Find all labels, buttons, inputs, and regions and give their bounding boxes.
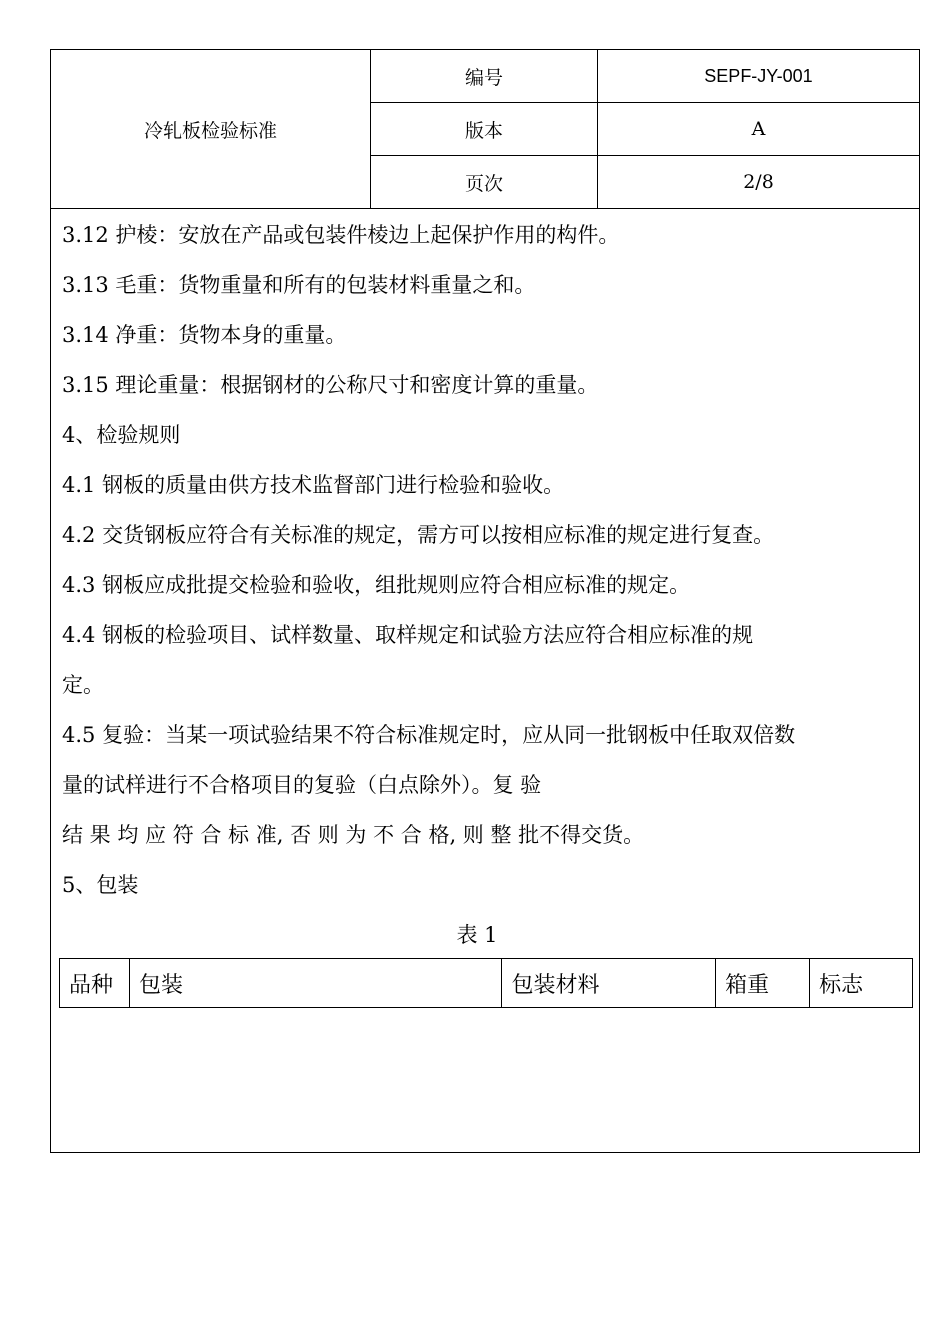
section-heading: 5、包装 xyxy=(62,873,139,897)
document-header xyxy=(51,50,919,209)
table-header-cell: 包装材料 xyxy=(502,959,716,1008)
meta-label-number: 编号 xyxy=(371,50,598,102)
meta-row-number xyxy=(371,50,919,103)
table-header-row xyxy=(60,959,913,1008)
paragraph-line: 4.4 钢板的检验项目、试样数量、取样规定和试验方法应符合相应标准的规 xyxy=(62,623,754,647)
paragraph-line: 结 果 均 应 符 合 标 准, 否 则 为 不 合 格, 则 整 批不得交货。 xyxy=(62,823,645,847)
paragraph-line: 4.5 复验：当某一项试验结果不符合标准规定时，应从同一批钢板中任取双倍数 xyxy=(62,723,796,747)
paragraph-line: 定。 xyxy=(62,673,104,697)
paragraph-line: 3.12 护棱：安放在产品或包装件棱边上起保护作用的构件。 xyxy=(62,223,620,247)
table-caption: 表 1 xyxy=(456,923,498,947)
paragraph-line: 3.13 毛重：货物重量和所有的包装材料重量之和。 xyxy=(62,273,536,297)
meta-value-page: 2/8 xyxy=(743,171,774,193)
document-title: 冷轧板检验标准 xyxy=(51,50,371,208)
table-header-cell: 包装 xyxy=(129,959,502,1008)
paragraph-line: 4.2 交货钢板应符合有关标准的规定，需方可以按相应标准的规定进行复查。 xyxy=(62,523,775,547)
table-header-cell: 品种 xyxy=(60,959,130,1008)
table-header-cell: 箱重 xyxy=(716,959,810,1008)
document-frame xyxy=(50,49,920,1153)
document-body xyxy=(62,210,912,947)
paragraph-line: 3.15 理论重量：根据钢材的公称尺寸和密度计算的重量。 xyxy=(62,373,599,397)
meta-label-page: 页次 xyxy=(371,156,598,208)
meta-row-page xyxy=(371,156,919,208)
meta-value-number: SEPF-JY-001 xyxy=(704,65,813,86)
paragraph-line: 4.3 钢板应成批提交检验和验收，组批规则应符合相应标准的规定。 xyxy=(62,573,691,597)
paragraph-line: 量的试样进行不合格项目的复验（白点除外）。复 验 xyxy=(62,773,542,797)
packaging-table xyxy=(59,958,913,1008)
paragraph-line: 3.14 净重：货物本身的重量。 xyxy=(62,323,347,347)
meta-value-version: A xyxy=(751,118,766,140)
table-header-cell: 标志 xyxy=(810,959,913,1008)
meta-label-version: 版本 xyxy=(371,103,598,155)
section-heading: 4、检验规则 xyxy=(62,423,181,447)
paragraph-line: 4.1 钢板的质量由供方技术监督部门进行检验和验收。 xyxy=(62,473,565,497)
meta-row-version xyxy=(371,103,919,156)
